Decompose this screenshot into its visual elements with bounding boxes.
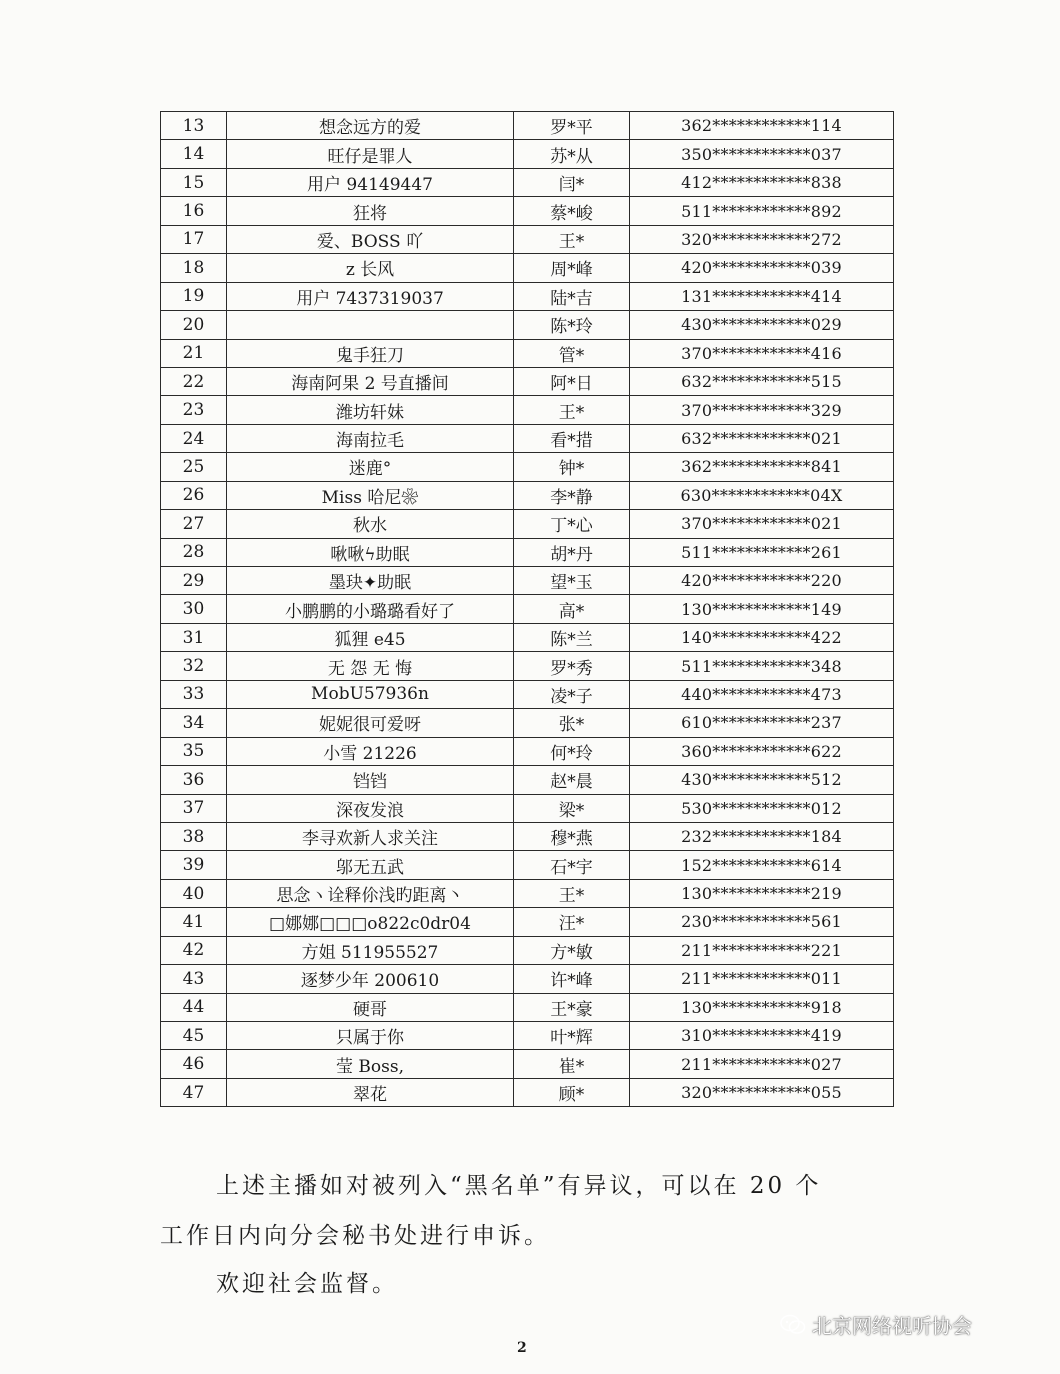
id-number-cell: 130************219	[630, 879, 894, 907]
person-name-cell: 顾*	[514, 1078, 630, 1106]
id-number-cell: 320************055	[630, 1078, 894, 1106]
id-number-cell: 430************512	[630, 766, 894, 794]
streamer-name-cell: 无 怨 无 悔	[227, 652, 514, 680]
streamer-name-cell	[227, 311, 514, 339]
id-number-cell: 370************021	[630, 510, 894, 538]
person-name-cell: 胡*丹	[514, 538, 630, 566]
person-name-cell: 王*	[514, 225, 630, 253]
table-row	[161, 1022, 894, 1050]
streamer-name-cell: 爱、BOSS 吖	[227, 225, 514, 253]
person-name-cell: 方*敏	[514, 936, 630, 964]
row-number-cell: 47	[161, 1078, 227, 1106]
table-row	[161, 453, 894, 481]
row-number-cell: 46	[161, 1050, 227, 1078]
table-row	[161, 737, 894, 765]
streamer-name-cell: 想念远方的爱	[227, 112, 514, 140]
row-number-cell: 28	[161, 538, 227, 566]
row-number-cell: 23	[161, 396, 227, 424]
streamer-name-cell: 迷鹿°	[227, 453, 514, 481]
row-number-cell: 40	[161, 879, 227, 907]
table-row	[161, 197, 894, 225]
row-number-cell: 13	[161, 112, 227, 140]
person-name-cell: 赵*晨	[514, 766, 630, 794]
id-number-cell: 430************029	[630, 311, 894, 339]
id-number-cell: 420************220	[630, 567, 894, 595]
table-row	[161, 538, 894, 566]
person-name-cell: 石*宇	[514, 851, 630, 879]
person-name-cell: 梁*	[514, 794, 630, 822]
streamer-name-cell: 只属于你	[227, 1022, 514, 1050]
id-number-cell: 211************221	[630, 936, 894, 964]
table-body	[161, 112, 894, 1107]
id-number-cell: 412************838	[630, 168, 894, 196]
streamer-name-cell: 铛铛	[227, 766, 514, 794]
table-row	[161, 168, 894, 196]
row-number-cell: 15	[161, 168, 227, 196]
person-name-cell: 望*玉	[514, 567, 630, 595]
streamer-name-cell: 啾啾ϟ助眠	[227, 538, 514, 566]
person-name-cell: 凌*子	[514, 680, 630, 708]
blacklist-table	[160, 111, 894, 1107]
person-name-cell: 罗*秀	[514, 652, 630, 680]
id-number-cell: 630************04X	[630, 481, 894, 509]
id-number-cell: 130************149	[630, 595, 894, 623]
row-number-cell: 32	[161, 652, 227, 680]
row-number-cell: 44	[161, 993, 227, 1021]
row-number-cell: 17	[161, 225, 227, 253]
table-row	[161, 225, 894, 253]
id-number-cell: 211************027	[630, 1050, 894, 1078]
person-name-cell: 汪*	[514, 908, 630, 936]
table-row	[161, 908, 894, 936]
person-name-cell: 苏*从	[514, 140, 630, 168]
streamer-name-cell: 硬哥	[227, 993, 514, 1021]
person-name-cell: 王*豪	[514, 993, 630, 1021]
table-row	[161, 595, 894, 623]
streamer-name-cell: 狐狸 e45	[227, 623, 514, 651]
row-number-cell: 31	[161, 623, 227, 651]
person-name-cell: 崔*	[514, 1050, 630, 1078]
row-number-cell: 41	[161, 908, 227, 936]
id-number-cell: 370************416	[630, 339, 894, 367]
table-row	[161, 367, 894, 395]
row-number-cell: 36	[161, 766, 227, 794]
id-number-cell: 310************419	[630, 1022, 894, 1050]
streamer-name-cell: 秋水	[227, 510, 514, 538]
row-number-cell: 39	[161, 851, 227, 879]
row-number-cell: 35	[161, 737, 227, 765]
streamer-name-cell: 李寻欢新人求关注	[227, 822, 514, 850]
streamer-name-cell: 用户 94149447	[227, 168, 514, 196]
streamer-name-cell: 狂将	[227, 197, 514, 225]
person-name-cell: 闫*	[514, 168, 630, 196]
row-number-cell: 14	[161, 140, 227, 168]
person-name-cell: 管*	[514, 339, 630, 367]
person-name-cell: 钟*	[514, 453, 630, 481]
row-number-cell: 38	[161, 822, 227, 850]
table-row	[161, 851, 894, 879]
row-number-cell: 27	[161, 510, 227, 538]
row-number-cell: 45	[161, 1022, 227, 1050]
streamer-name-cell: MobU57936n	[227, 680, 514, 708]
streamer-name-cell: Miss 哈尼❀	[227, 481, 514, 509]
table-row	[161, 510, 894, 538]
person-name-cell: 王*	[514, 879, 630, 907]
person-name-cell: 丁*心	[514, 510, 630, 538]
row-number-cell: 43	[161, 965, 227, 993]
id-number-cell: 131************414	[630, 282, 894, 310]
table-row	[161, 623, 894, 651]
streamer-name-cell: □娜娜□□□o822c0dr04	[227, 908, 514, 936]
streamer-name-cell: 小雪 21226	[227, 737, 514, 765]
row-number-cell: 30	[161, 595, 227, 623]
id-number-cell: 370************329	[630, 396, 894, 424]
person-name-cell: 李*静	[514, 481, 630, 509]
row-number-cell: 29	[161, 567, 227, 595]
person-name-cell: 许*峰	[514, 965, 630, 993]
id-number-cell: 152************614	[630, 851, 894, 879]
id-number-cell: 362************841	[630, 453, 894, 481]
streamer-name-cell: 邬无五武	[227, 851, 514, 879]
id-number-cell: 230************561	[630, 908, 894, 936]
table-row	[161, 680, 894, 708]
streamer-name-cell: 莹 Boss,	[227, 1050, 514, 1078]
row-number-cell: 21	[161, 339, 227, 367]
row-number-cell: 26	[161, 481, 227, 509]
table-row	[161, 282, 894, 310]
streamer-name-cell: 妮妮很可爱呀	[227, 709, 514, 737]
person-name-cell: 穆*燕	[514, 822, 630, 850]
streamer-name-cell: 潍坊轩妹	[227, 396, 514, 424]
row-number-cell: 24	[161, 424, 227, 452]
row-number-cell: 25	[161, 453, 227, 481]
table-row	[161, 1078, 894, 1106]
page-number: 2	[517, 1340, 527, 1356]
person-name-cell: 王*	[514, 396, 630, 424]
person-name-cell: 陈*兰	[514, 623, 630, 651]
person-name-cell: 周*峰	[514, 254, 630, 282]
streamer-name-cell: z 长风	[227, 254, 514, 282]
table-row	[161, 140, 894, 168]
streamer-name-cell: 方姐 511955527	[227, 936, 514, 964]
table-row	[161, 112, 894, 140]
table-row	[161, 254, 894, 282]
row-number-cell: 20	[161, 311, 227, 339]
person-name-cell: 张*	[514, 709, 630, 737]
streamer-name-cell: 海南阿果 2 号直播间	[227, 367, 514, 395]
id-number-cell: 610************237	[630, 709, 894, 737]
row-number-cell: 37	[161, 794, 227, 822]
row-number-cell: 42	[161, 936, 227, 964]
watermark	[780, 1310, 972, 1339]
table-row	[161, 794, 894, 822]
id-number-cell: 350************037	[630, 140, 894, 168]
streamer-name-cell: 翠花	[227, 1078, 514, 1106]
streamer-name-cell: 小鹏鹏的小璐璐看好了	[227, 595, 514, 623]
streamer-name-cell: 旺仔是罪人	[227, 140, 514, 168]
table-row	[161, 424, 894, 452]
person-name-cell: 看*措	[514, 424, 630, 452]
streamer-name-cell: 鬼手狂刀	[227, 339, 514, 367]
id-number-cell: 530************012	[630, 794, 894, 822]
person-name-cell: 叶*辉	[514, 1022, 630, 1050]
person-name-cell: 陆*吉	[514, 282, 630, 310]
id-number-cell: 360************622	[630, 737, 894, 765]
streamer-name-cell: 墨玦✦助眠	[227, 567, 514, 595]
table-row	[161, 311, 894, 339]
closing-line: 欢迎社会监督。	[216, 1271, 398, 1297]
appeal-paragraph-line2: 工作日内向分会秘书处进行申诉。	[160, 1223, 550, 1249]
table-row	[161, 567, 894, 595]
id-number-cell: 130************918	[630, 993, 894, 1021]
id-number-cell: 362************114	[630, 112, 894, 140]
id-number-cell: 320************272	[630, 225, 894, 253]
streamer-name-cell: 深夜发浪	[227, 794, 514, 822]
id-number-cell: 211************011	[630, 965, 894, 993]
id-number-cell: 440************473	[630, 680, 894, 708]
person-name-cell: 陈*玲	[514, 311, 630, 339]
id-number-cell: 632************021	[630, 424, 894, 452]
person-name-cell: 高*	[514, 595, 630, 623]
streamer-name-cell: 思念ヽ诠释伱浅旳距离丶	[227, 879, 514, 907]
person-name-cell: 蔡*峻	[514, 197, 630, 225]
table-row	[161, 822, 894, 850]
table-row	[161, 1050, 894, 1078]
streamer-name-cell: 逐梦少年 200610	[227, 965, 514, 993]
table-row	[161, 766, 894, 794]
table-row	[161, 936, 894, 964]
id-number-cell: 420************039	[630, 254, 894, 282]
table-row	[161, 965, 894, 993]
row-number-cell: 34	[161, 709, 227, 737]
person-name-cell: 罗*平	[514, 112, 630, 140]
streamer-name-cell: 用户 7437319037	[227, 282, 514, 310]
streamer-name-cell: 海南拉毛	[227, 424, 514, 452]
row-number-cell: 33	[161, 680, 227, 708]
id-number-cell: 511************892	[630, 197, 894, 225]
watermark-text: 北京网络视听协会	[812, 1314, 972, 1338]
id-number-cell: 140************422	[630, 623, 894, 651]
id-number-cell: 232************184	[630, 822, 894, 850]
table-row	[161, 481, 894, 509]
person-name-cell: 何*玲	[514, 737, 630, 765]
table-row	[161, 709, 894, 737]
wechat-icon	[780, 1314, 806, 1336]
person-name-cell: 阿*日	[514, 367, 630, 395]
row-number-cell: 19	[161, 282, 227, 310]
table-row	[161, 652, 894, 680]
row-number-cell: 18	[161, 254, 227, 282]
id-number-cell: 511************261	[630, 538, 894, 566]
table-row	[161, 993, 894, 1021]
row-number-cell: 22	[161, 367, 227, 395]
row-number-cell: 16	[161, 197, 227, 225]
table-row	[161, 339, 894, 367]
id-number-cell: 632************515	[630, 367, 894, 395]
id-number-cell: 511************348	[630, 652, 894, 680]
table-row	[161, 879, 894, 907]
appeal-paragraph-line1: 上述主播如对被列入“黑名单”有异议，可以在 20 个	[216, 1173, 822, 1199]
table-row	[161, 396, 894, 424]
